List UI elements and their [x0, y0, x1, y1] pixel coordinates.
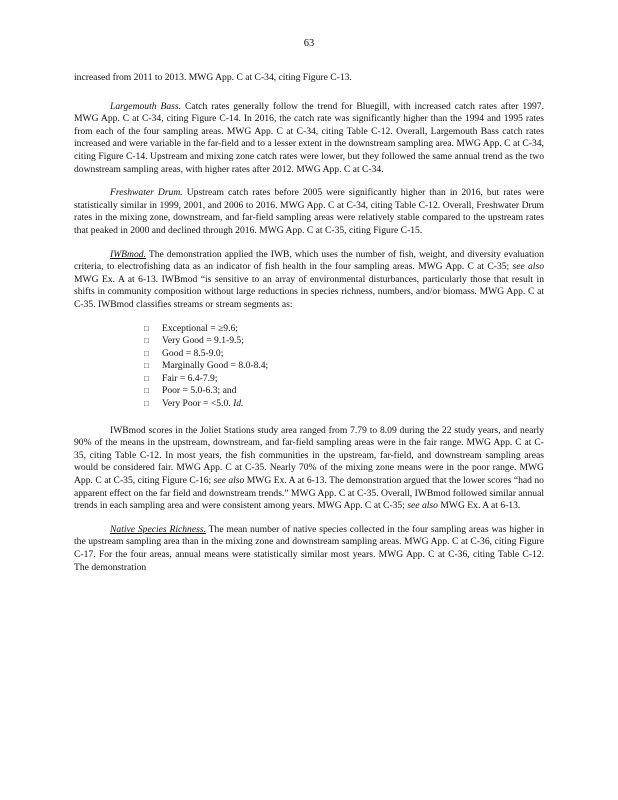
rating-item: □ Poor = 5.0-6.3; and — [144, 385, 237, 397]
native-heading: Native Species Richness. — [110, 523, 206, 535]
scores-text-b: MWG Ex. A at 6-13. The demonstration argued that the lower scores “had no apparent effect on the far field and downstream trends.” MWG App. C at C-35. Overall, IWBmod followed similar annual trends in each sampling area and were consistent among years. MWG App. C at C-35; — [74, 475, 544, 512]
iwbmod-see-also: see also — [512, 261, 544, 273]
drum-paragraph — [74, 187, 544, 237]
rating-list — [144, 323, 544, 411]
scores-text-c: MWG Ex. A at 6-13. — [440, 500, 521, 512]
square-bullet-icon: □ — [144, 323, 149, 333]
native-text: The mean number of native species collected in the four sampling areas was higher in the upstream sampling area than in the mixing zone and downstream sampling areas. MWG App. C at C-36, citing Figure C-17. For the four areas, annual means were statistically similar most years. MWG App. C at C-36, citing Table C-12. The demonstration — [74, 523, 544, 573]
document-body — [74, 72, 544, 585]
largemouth-paragraph — [74, 101, 544, 177]
rating-item: □ Good = 8.5-9.0; — [144, 347, 224, 359]
rating-item: □ Exceptional = ≥9.6; — [144, 322, 238, 334]
square-bullet-icon: □ — [144, 336, 149, 346]
rating-item: □ Very Good = 9.1-9.5; — [144, 335, 244, 347]
drum-heading: Freshwater Drum. — [110, 187, 183, 199]
page-number: 63 — [303, 38, 315, 49]
iwbmod-text-a: The demonstration applied the IWB, which uses the number of fish, weight, and diversity evaluation criteria, to electrofishing data as an indicator of fish health in the four sampling areas. MWG App. C at C-35; — [74, 248, 544, 273]
square-bullet-icon: □ — [144, 348, 149, 358]
square-bullet-icon: □ — [144, 399, 149, 409]
rating-item: □ Fair = 6.4-7.9; — [144, 372, 218, 384]
scores-text-a: IWBmod scores in the Joliet Stations study area ranged from 7.79 to 8.09 during the 22 study years, and nearly 90% of the means in the upstream, downstream, and far-field sampling areas were in the fair range. MWG App. C at C-35, citing Table C-12. In most years, the fish communities in the upstream, far-field, and downstream sampling areas would be considered fair. MWG App. C at C-35. Nearly 70% of the mixing zone means were in the poor range. MWG App. C at C-35, citing Figure C-16; — [74, 424, 544, 487]
rating-citation: Id. — [233, 398, 244, 410]
iwbmod-paragraph — [74, 249, 544, 312]
scores-see-also-2: see also — [407, 500, 438, 512]
intro-paragraph: increased from 2011 to 2013. MWG App. C at C-34, citing Figure C-13. — [74, 72, 352, 83]
rating-item: □ Marginally Good = 8.0-8.4; — [144, 360, 269, 372]
largemouth-text: Catch rates generally follow the trend for Bluegill, with increased catch rates after 1997. MWG App. C at C-34, citing Figure C-14. In 2016, the catch rate was significantly higher than the 1994 and 1995 rates from each of the four sampling areas. MWG App. C at C-34, citing Table C-12. Overall, Largemouth Bass catch rates increased and were variable in the far-field and to a lesser extent in the downstream sampling area. MWG App. C at C-34, citing Figure C-14. Upstream and mixing zone catch rates were lower, but they followed the same annual trend as the two downstream sampling areas, with higher rates after 2012. MWG App. C at C-34. — [74, 100, 544, 175]
drum-text: Upstream catch rates before 2005 were significantly higher than in 2016, but rates were statistically similar in 1999, 2001, and 2006 to 2016. MWG App. C at C-34, citing Table C-12. Overall, Freshwater Drum rates in the mixing zone, downstream, and far-field sampling areas were relatively stable compared to the upstream rates that peaked in 2000 and declined through 2016. MWG App. C at C-35, citing Figure C-15. — [74, 187, 544, 236]
iwbmod-text-b: MWG Ex. A at 6-13. IWBmod “is sensitive to an array of environmental disturbances, particularly those that result in shifts in community composition without large reductions in species richness, numbers, and/or biomass. MWG App. C at C-35. IWBmod classifies streams or stream segments as: — [74, 273, 544, 310]
native-paragraph — [74, 524, 544, 574]
square-bullet-icon: □ — [144, 373, 149, 383]
square-bullet-icon: □ — [144, 386, 149, 396]
rating-item: □ Very Poor = <5.0. Id. — [144, 398, 244, 410]
scores-see-also-1: see also — [213, 475, 245, 487]
largemouth-heading: Largemouth Bass. — [110, 100, 182, 112]
iwbmod-heading: IWBmod. — [110, 248, 146, 260]
scores-paragraph — [74, 425, 544, 513]
square-bullet-icon: □ — [144, 361, 149, 371]
